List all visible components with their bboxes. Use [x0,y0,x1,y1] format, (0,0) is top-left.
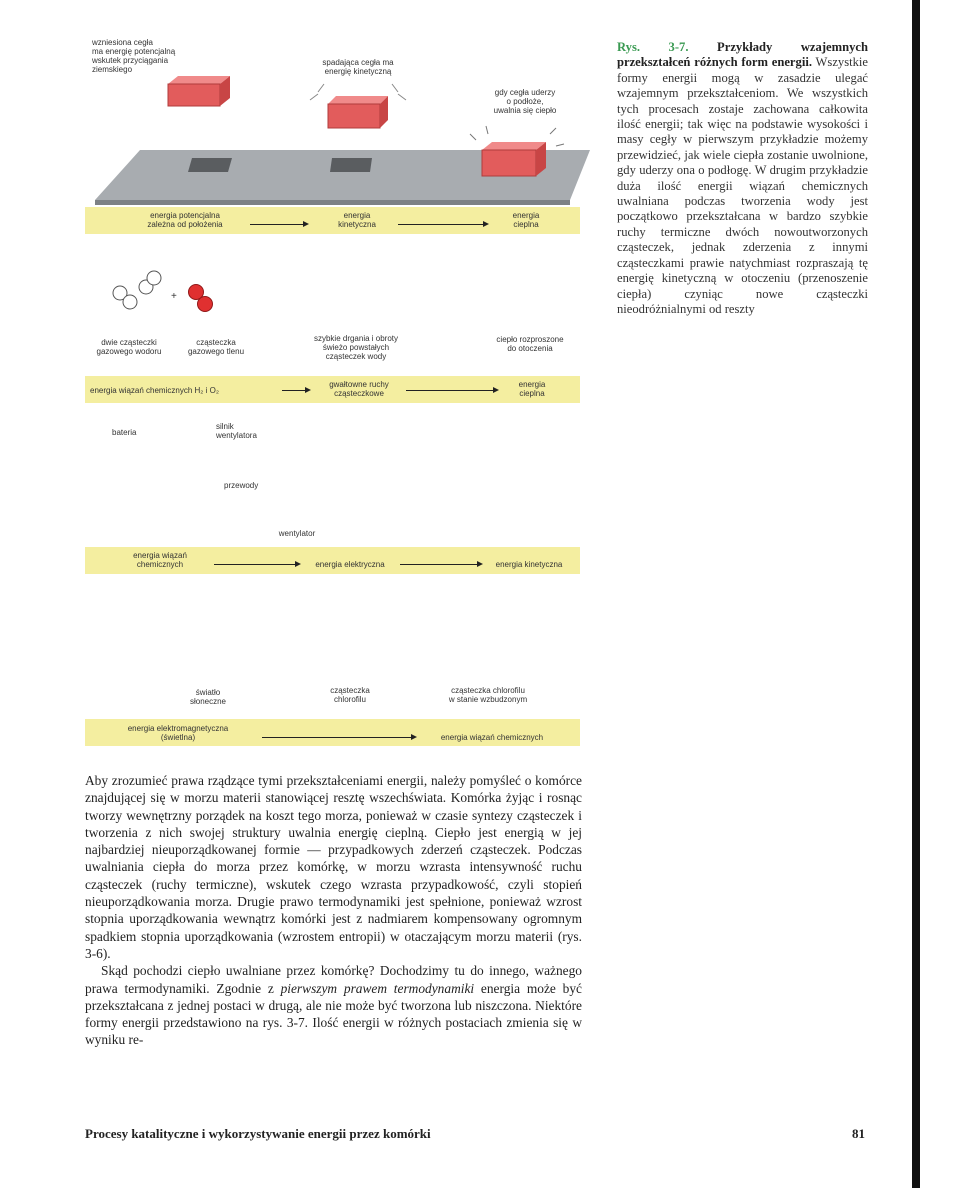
band-row2-arrow-2 [406,390,494,391]
label-heat-dispersed: ciepło rozproszone do otoczenia [496,335,564,353]
band-row1-arrow-2 [398,224,484,225]
band-row3-kinetic: energia kinetyczna [495,560,563,569]
battery-plus-right: + [400,455,406,465]
caption-number: Rys. 3-7. [617,40,689,54]
label-motor: silnik wentylatora [216,422,257,440]
label-battery: bateria [112,428,137,437]
body-paragraph-2-start: Skąd pochodzi ciepło uwalniane przez komórkę? Dochodzimy tu do innego, ważnego prawa termodynamiki. Zgodnie z [85,963,582,996]
caption-title: Przykłady wzajemnych przekształceń różnych form energii. [617,40,868,70]
label-chlorophyll-excited: cząsteczka chlorofilu w stanie wzbudzonym [448,686,528,704]
label-brick-hit: gdy cegła uderzy o podłoże, uwalnia się ciepło [493,88,557,115]
body-paragraph-2-end: energia może być przekształcana z jednej postaci w drugą, ale nie może być tworzona lub niszczona. Niektóre formy energii przedstawiono na rys. 3-7. Ilość energii w różnych postaciach zmienia się w wyniku re- [85,980,582,1048]
band-row4-light: energia elektromagnetyczna (świetlna) [127,724,229,742]
band-row3-arrow-1 [214,564,296,565]
label-wires: przewody [224,481,259,490]
o2-molecule [189,285,213,312]
h2-molecules [113,271,161,309]
band-row2-motion: gwałtowne ruchy cząsteczkowe [329,380,389,398]
figure-caption [617,40,868,317]
brick-shadow-1 [188,158,232,172]
band-row2-thermal: energia cieplna [518,380,546,398]
band-row2-chemical: energia wiązań chemicznych H₂ i O₂ [90,386,219,395]
running-footer-title: Procesy katalityczne i wykorzystywanie energii przez komórki [85,1126,431,1141]
plus-sign: + [171,291,177,302]
band-row3-arrow-2 [400,564,478,565]
band-row1-thermal: energia cieplna [512,211,540,229]
band-row3-electric: energia elektryczna [315,560,385,569]
body-paragraph-1: Aby zrozumieć prawa rządzące tymi przekształceniami energii, należy pomyśleć o komórce znajdującej się w morzu materii stanowiącej resztę wszechświata. Komórka żyjąc i rosnąc tworzy wewnętrzny porządek na koszt tego morza, ponieważ w czasie syntezy cząsteczek i tworzenia z nich swojej struktury uwalnia energię cieplną. Ciepło jest energią w jej najbardziej nieuporządkowanej formie — przypadkowych zderzeń cząsteczek. Podczas uwalniania ciepła do morza przez komórkę, w morzu wzrasta intensywność ruchu cząsteczek (ruchy termiczne), wskutek czego wzrasta przypadkowość, czyli stopień nieuporządkowania morza. Drugie prawo termodynamiki jest spełnione, ponieważ wzrost stopnia uporządkowania wewnątrz komórki jest z nadmiarem kompensowany ogromnym spadkiem stopnia uporządkowania (wzrostem entropii) w otaczającym morzu materii (rys. 3-6). [85,773,582,961]
caption-text: Wszystkie formy energii mogą w zasadzie ulegać wzajemnym przekształceniom. We wszystkich tych procesach zostaje zachowana całkowita ilość energii; tak więc na podstawie wysokości i masy cegły w pierwszym przykładzie możemy przewidzieć, jak wiele ciepła zostanie uwolnione, gdy uderzy ona o podłogę. W drugim przykładzie duża ilość energii wiązań chemicznych uwalniana podczas tworzenia wody jest początkowo przekształcana w bardzo szybkie ruchy termiczne dwóch nowoutworzonych cząsteczek, jednak zderzenia z innymi cząsteczkami prawie natychmiast rozpraszają tę energię kinetyczną w otoczeniu (przenoszenie ciepła) czyniąc nowe cząsteczki nieodróżnialnymi od reszty [617,55,868,316]
body-text [85,772,582,1049]
band-row4-chemical: energia wiązań chemicznych [440,733,544,742]
first-law-term: pierwszym prawem termodynamiki [280,980,475,996]
label-raised-brick: wzniesiona cegła ma energię potencjalną wskutek przyciągania ziemskiego [92,38,176,74]
brick-falling [310,84,406,128]
band-row1-kinetic: energia kinetyczna [338,211,376,229]
battery-plus-left: + [140,455,146,465]
label-sunlight: światło słoneczne [189,688,227,706]
label-fan: wentylator [278,529,316,538]
band-row1-arrow-1 [250,224,304,225]
brick-shadow-2 [330,158,372,172]
band-row1-potential: energia potencjalna zależna od położenia [147,211,223,229]
floor-edge [95,200,570,205]
band-row3-chemical: energia wiązań chemicznych [133,551,187,569]
body-paragraph-2 [85,962,582,1048]
band-row4-arrow [262,737,412,738]
brick-raised [168,76,230,106]
label-falling-brick: spadająca cegła ma energię kinetyczną [322,58,394,76]
label-h2: dwie cząsteczki gazowego wodoru [96,338,162,356]
label-chlorophyll: cząsteczka chlorofilu [330,686,370,704]
band-row2-arrow-1 [282,390,306,391]
page-number: 81 [852,1126,865,1141]
label-o2: cząsteczka gazowego tlenu [187,338,245,356]
label-vibrations: szybkie drgania i obroty świeżo powstałych cząsteczek wody [313,334,399,361]
